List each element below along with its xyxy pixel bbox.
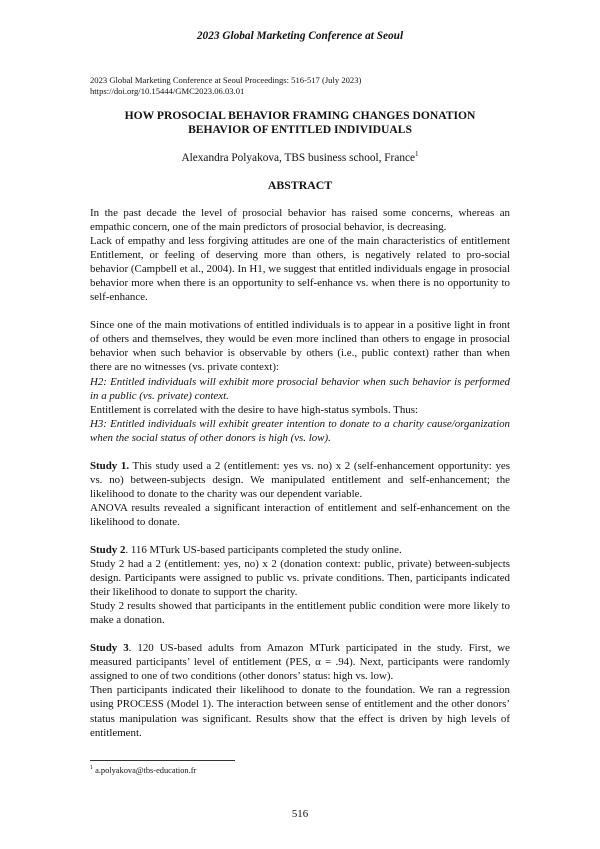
study-3-results: Then participants indicated their likelihood to donate to the foundation. We ran a regression using PROCESS (Model 1). The interaction between sense of entitlement and the other donors’ status manipulation was significant. Results show that the effect is driven by high levels of entitlement. [90,684,510,739]
proceedings-citation: 2023 Global Marketing Conference at Seoul Proceedings: 516-517 (July 2023) [90,75,362,85]
study-2-text: . 116 MTurk US-based participants completed the study online. [125,543,402,556]
footnote [90,765,196,775]
study-2-results: Study 2 results showed that participants in the entitlement public condition were more likely to make a donation. [90,600,510,627]
paragraph-h1: Lack of empathy and less forgiving attitudes are one of the main characteristics of entitlement Entitlement, or feeling of deserving more than others, is negatively related to pro-social behavior (Campbell et al., 2004). In H1, we suggest that entitled individuals engage in prosocial behavior more when there is an opportunity to self-enhance vs. when there is no opportunity to self-enhance. [90,235,510,304]
study-3-paragraph [90,641,510,683]
author-line [0,150,600,164]
paper-title [70,109,530,137]
footnote-email[interactable]: a.polyakova@tbs-education.fr [93,765,197,775]
paragraph-motivation: Since one of the main motivations of entitled individuals is to appear in a positive light in front of others and themselves, they would be even more inclined than others to engage in prosocial behavior when such behavior is observable by others (i.e., public context) rather than when there are no witnesses (vs. private context): [90,319,510,374]
footnote-divider [90,760,235,761]
abstract-body [90,206,510,740]
study-1-results: ANOVA results revealed a significant interaction of entitlement and self-enhancement on the likelihood to donate. [90,501,510,528]
study-3-text: . 120 US-based adults from Amazon MTurk participated in the study. First, we measured participants’ level of entitlement (PES, α = .94). Next, participants were randomly assigned to one of two conditions (other donors’ status: high vs. low). [90,642,510,683]
doi-link[interactable]: https://doi.org/10.15444/GMC2023.06.03.01 [90,85,245,96]
abstract-heading: ABSTRACT [267,178,333,192]
footnote-mark: 1 [415,150,419,158]
study-2-design: Study 2 had a 2 (entitlement: yes, no) x 2 (donation context: public, private) between-subjects design. Participants were assigned to public vs. private conditions. Then, participants indicated their likelihood to donate to support the charity. [90,558,510,599]
study-1-label: Study 1. [90,459,130,472]
study-1-paragraph [90,459,510,501]
paragraph-intro: In the past decade the level of prosocial behavior has raised some concerns, whereas an empathic concern, one of the main predictors of prosocial behavior, is decreasing. [90,207,510,234]
proceedings-info [90,75,361,97]
study-2-paragraph [90,543,510,557]
paragraph-status: Entitlement is correlated with the desire to have high-status symbols. Thus: [90,403,418,416]
hypothesis-3: H3: Entitled individuals will exhibit greater intention to donate to a charity cause/organization when the social status of other donors is high (vs. low). [90,417,510,444]
study-3-label: Study 3 [90,642,129,655]
title-line-1: HOW PROSOCIAL BEHAVIOR FRAMING CHANGES DONATION [124,109,476,122]
footnote-number: 1 [90,765,93,771]
page-number: 516 [291,808,309,820]
study-2-label: Study 2 [90,543,126,556]
hypothesis-2: H2: Entitled individuals will exhibit more prosocial behavior when such behavior is performed in a public (vs. private) context. [90,375,510,402]
title-line-2: BEHAVIOR OF ENTITLED INDIVIDUALS [188,123,412,136]
author-name: Alexandra Polyakova, TBS business school, France [181,151,416,164]
running-header: 2023 Global Marketing Conference at Seoul [196,30,404,42]
study-1-text: This study used a 2 (entitlement: yes vs. no) x 2 (self-enhancement opportunity: yes vs. no) between-subjects design. We manipulated entitlement and self-enhancement; the likelihood to donate to the charity was our dependent variable. [90,459,511,500]
